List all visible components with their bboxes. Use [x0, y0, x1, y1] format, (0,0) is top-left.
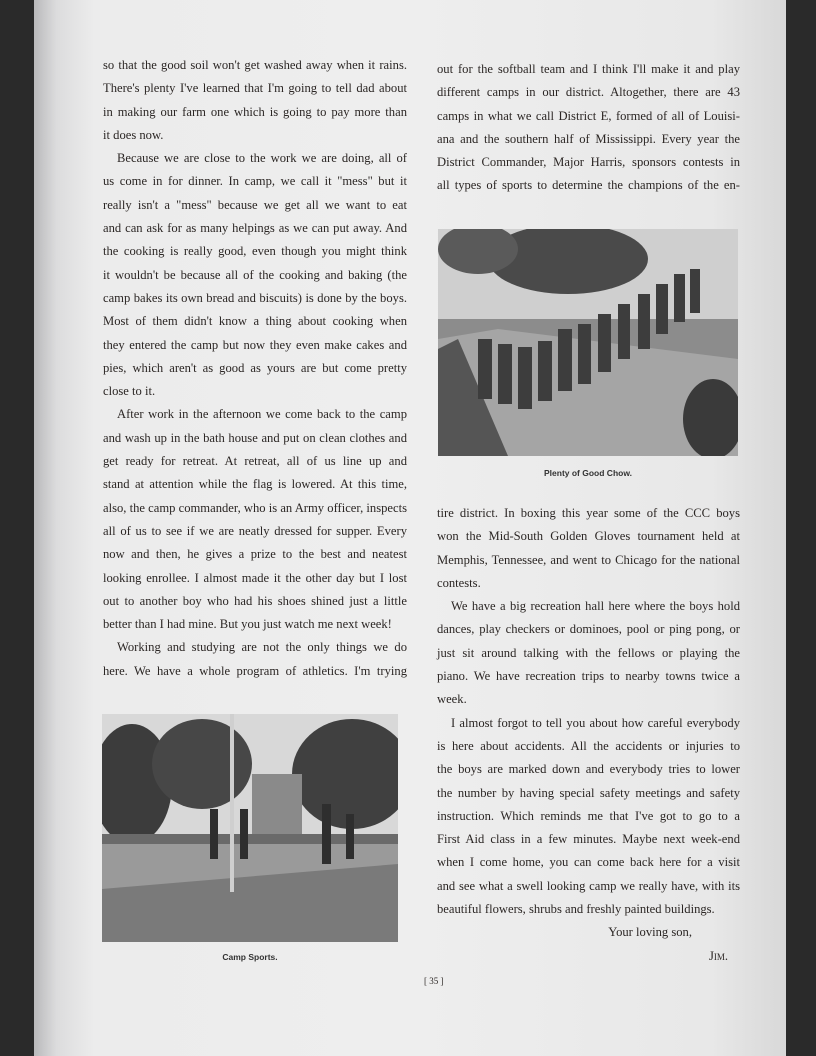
text-line: beautiful flowers, shrubs and freshly painted buildings. — [437, 902, 715, 917]
text-line: close to it. — [103, 384, 156, 399]
text-line: also, the camp commander, who is an Army officer, inspects — [103, 500, 407, 515]
text-line: and wash up in the bath house and put on clean clothes and — [103, 430, 407, 445]
text-line: District Commander, Major Harris, sponsors contests in — [437, 155, 740, 170]
text-line: camp bakes its own bread and biscuits) is done by the boys. — [103, 290, 407, 305]
text-line: is here about accidents. All the accidents or injuries to — [437, 738, 740, 753]
text-line: week. — [437, 692, 467, 707]
text-line: better than I had mine. But you just watch me next week! — [103, 617, 392, 632]
text-line: get ready for retreat. At retreat, all of us line up and — [103, 454, 407, 469]
text-line: camps in what we call District E, formed of all of Louisi- — [437, 108, 740, 123]
paragraph — [103, 403, 407, 636]
photo-plenty-of-good-chow — [438, 229, 738, 456]
text-line: Memphis, Tennessee, and went to Chicago for the national — [437, 552, 740, 567]
text-line: tire district. In boxing this year some of the CCC boys — [437, 506, 740, 520]
text-line: instruction. Which reminds me that I've got to go to a — [437, 808, 740, 823]
text-line: us come in for dinner. In camp, we call it "mess" but it — [103, 174, 407, 189]
text-line: ana and the southern half of Mississippi. Every year the — [437, 131, 740, 146]
text-line: We have a big recreation hall here where the boys hold — [451, 599, 740, 614]
text-line: contests. — [437, 575, 481, 590]
text-line: out for the softball team and I think I'll make it and play — [437, 62, 740, 76]
text-line: here. We have a whole program of athletics. I'm trying — [103, 663, 407, 678]
signature: Jim. — [708, 948, 728, 963]
text-line: now and then, he gives a prize to the best and neatest — [103, 547, 407, 562]
paragraph — [103, 54, 407, 147]
text-line: different camps in our district. Altogether, there are 43 — [437, 85, 740, 100]
text-line: all types of sports to determine the champions of the en- — [437, 178, 740, 193]
text-line: Most of them didn't know a thing about cooking when — [103, 314, 407, 329]
text-line: There's plenty I've learned that I'm going to tell dad about — [103, 81, 407, 96]
text-line: so that the good soil won't get washed away when it rains. — [103, 58, 407, 72]
left-column — [103, 54, 407, 683]
text-line: the boys are marked down and everybody tries to lower — [437, 762, 740, 777]
paragraph — [103, 147, 407, 403]
text-line: just sit around talking with the fellows or playing the — [437, 645, 740, 660]
text-line: and can ask for as many helpings as we can put away. And — [103, 221, 407, 236]
text-line: really isn't a "mess" because we get all we want to eat — [103, 197, 407, 212]
text-line: out to another boy who had his shoes shined just a little — [103, 593, 407, 608]
text-line: the number by having special safety meetings and safety — [437, 785, 740, 800]
text-line: it wouldn't be because all of the cooking and baking (the — [103, 267, 407, 282]
text-line: pies, which aren't as good as yours are but come pretty — [103, 360, 407, 375]
document-page — [34, 0, 786, 1056]
chow-line-photo — [438, 229, 738, 456]
photo-caption-chow: Plenty of Good Chow. — [544, 468, 632, 478]
text-line: the cooking is really good, even though you might think — [103, 244, 407, 259]
text-line: it does now. — [103, 127, 164, 142]
text-line: I almost forgot to tell you about how careful everybody — [451, 715, 740, 730]
photo-camp-sports — [102, 714, 398, 942]
paragraph — [437, 595, 740, 711]
text-line: Working and studying are not the only things we do — [117, 640, 407, 655]
closing: Your loving son, — [608, 925, 692, 940]
right-column-top — [437, 58, 740, 198]
paragraph — [103, 636, 407, 683]
text-line: looking enrollee. I almost made it the other day but I lost — [103, 570, 407, 585]
text-line: Because we are close to the work we are doing, all of — [117, 151, 407, 166]
text-line: in making our farm one which is going to pay more than — [103, 104, 407, 119]
page-number: [ 35 ] — [424, 976, 444, 986]
paragraph — [437, 58, 740, 198]
text-line: First Aid class in a few minutes. Maybe next week-end — [437, 832, 740, 847]
text-line: After work in the afternoon we come back to the camp — [117, 407, 407, 422]
text-line: and see what a swell looking camp we really have, with its — [437, 878, 740, 893]
camp-sports-photo — [102, 714, 398, 942]
paragraph — [437, 502, 740, 595]
text-line: all of us to see if we are neatly dressed for supper. Every — [103, 523, 407, 538]
photo-caption-sports: Camp Sports. — [222, 952, 278, 962]
text-line: stand at attention while the flag is lowered. At this time, — [103, 477, 407, 492]
text-line: they entered the camp but now they even make cakes and — [103, 337, 407, 352]
text-line: when I come home, you can come back here for a visit — [437, 855, 740, 870]
text-line: piano. We have recreation trips to nearby towns twice a — [437, 669, 740, 684]
text-line: won the Mid-South Golden Gloves tournament held at — [437, 529, 740, 544]
right-column-bottom — [437, 502, 740, 968]
text-line: dances, play checkers or dominoes, pool or ping pong, or — [437, 622, 740, 637]
paragraph — [437, 712, 740, 922]
